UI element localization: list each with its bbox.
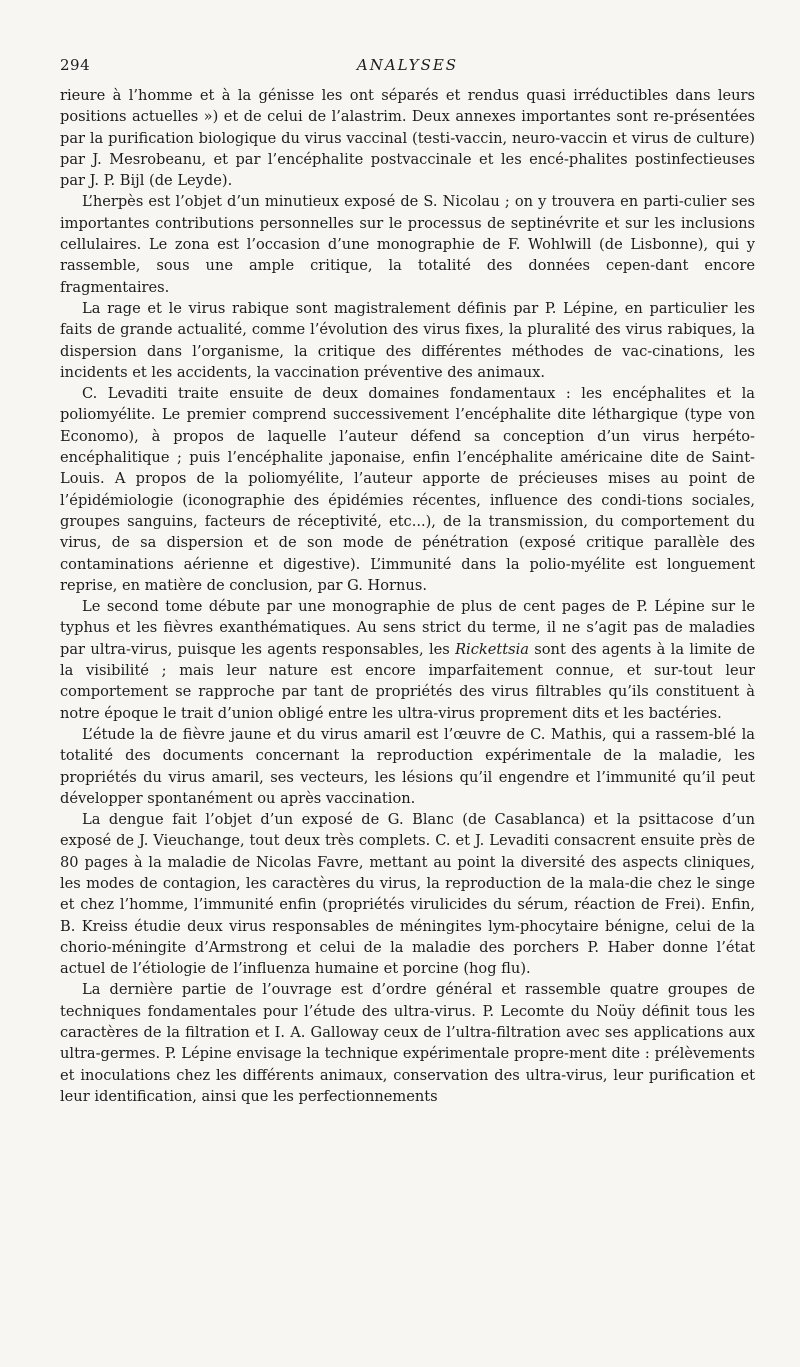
paragraph-encephalites: C. Levaditi traite ensuite de deux domaines fondamentaux : les encéphalites et la poliomyélite. Le premier comprend successivement l’encéphalite dite léthargique (type von Economo), à propos de laquelle l’auteur défend sa conception d’un virus herpéto-encéphalitique ; puis l’encéphalite japonaise, enfin l’encéphalite américaine dite de Saint-Louis. A propos de la poliomyélite, l’auteur apporte de précieuses mises au point de l’épidémiologie (iconographie des épidémies récentes, influence des condi-tions sociales, groupes sanguins, facteurs de réceptivité, etc...), de la transmission, du comportement du virus, de sa dispersion et de son mode de pénétration (exposé critique parallèle des contaminations aérienne et digestive). L’immunité dans la polio-myélite est longuement reprise, en matière de conclusion, par G. Hornus. bbox=[60, 385, 755, 594]
paragraph-rage: La rage et le virus rabique sont magistralement définis par P. Lépine, en particulier les faits de grande actualité, comme l’évolution des virus fixes, la pluralité des virus rabiques, la dispersion dans l’organisme, la critique des différentes méthodes de vac-cinations, les incidents et les accidents, la vaccination préventive des animaux. bbox=[60, 299, 755, 381]
paragraph-dengue: La dengue fait l’objet d’un exposé de G. Blanc (de Casablanca) et la psittacose d’un exposé de J. Vieuchange, tout deux très complets. C. et J. Levaditi consacrent ensuite près de 80 pages à la maladie de Nicolas Favre, mettant au point la diversité des aspects cliniques, les modes de contagion, les caractères du virus, la reproduction de la mala-die chez le singe et chez l’homme, l’immunité enfin (propriétés virulicides du sérum, réaction de Frei). Enfin, B. Kreiss étudie deux virus responsables de méningites lym-phocytaire bénigne, celui de la chorio-méningite d’Armstrong et celui de la maladie des porchers P. Haber donne l’état actuel de l’étiologie de l’influenza humaine et porcine (hog flu). bbox=[60, 811, 755, 978]
paragraph-techniques: La dernière partie de l’ouvrage est d’ordre général et rassemble quatre groupes de techniques fondamentales pour l’étude des ultra-virus. P. Lecomte du Noüy définit tous les caractères de la filtration et I. A. Galloway ceux de l’ultra-filtration avec ses applications aux ultra-germes. P. Lépine envisage la technique expérimentale propre-ment dite : prélèvements et inoculations chez les différents animaux, conservation des ultra-virus, leur purification et leur identification, ainsi que les perfectionnements bbox=[60, 981, 755, 1105]
running-head bbox=[60, 56, 755, 78]
page-number: 294 bbox=[60, 56, 91, 74]
body-text bbox=[60, 85, 755, 1107]
paragraph-typhus bbox=[60, 596, 755, 724]
rickettsia-term: Rickettsia bbox=[455, 640, 529, 658]
paragraph-typhus-end: sont des agents à la limite de la visibilité ; mais leur nature est encore imparfaitement connue, et sur-tout leur comportement se rapproche par tant de propriétés des virus filtrables qu’ils constituent à notre époque le trait d’union obligé entre les ultra-virus proprement dits et les bactéries. bbox=[60, 640, 755, 722]
paragraph-fievre-jaune: L’étude la de fièvre jaune et du virus amaril est l’œuvre de C. Mathis, qui a rassem-blé la totalité des documents concernant la reproduction expérimentale de la maladie, les propriétés du virus amaril, ses vecteurs, les lésions qu’il engendre et l’immunité qu’il peut développer spontanément ou après vaccination. bbox=[60, 725, 755, 807]
paragraph-alastrim: rieure à l’homme et à la génisse les ont séparés et rendus quasi irréductibles dans leurs positions actuelles ») et de celui de l’alastrim. Deux annexes importantes sont re-présentées par la purification biologique du virus vaccinal (testi-vaccin, neuro-vaccin et virus de culture) par J. Mesrobeanu, et par l’encéphalite postvaccinale et les encé-phalites postinfectieuses par J. P. Bijl (de Leyde). bbox=[60, 87, 755, 190]
paragraph-typhus-start: Le second tome débute par une monographie de plus de cent pages de P. Lépine sur le typhus et les fièvres exanthématiques. Au sens strict du terme, il ne s’agit pas de maladies par ultra-virus, puisque les agents responsables, les bbox=[60, 598, 755, 658]
section-title: ANALYSES bbox=[356, 56, 459, 74]
paragraph-herpes: L’herpès est l’objet d’un minutieux exposé de S. Nicolau ; on y trouvera en parti-culier ses importantes contributions personnelles sur le processus de septinévrite et sur les inclusions cellulaires. Le zona est l’occasion d’une monographie de F. Wohlwill (de Lisbonne), qui y rassemble, sous une ample critique, la totalité des données cepen-dant encore fragmentaires. bbox=[60, 193, 755, 296]
